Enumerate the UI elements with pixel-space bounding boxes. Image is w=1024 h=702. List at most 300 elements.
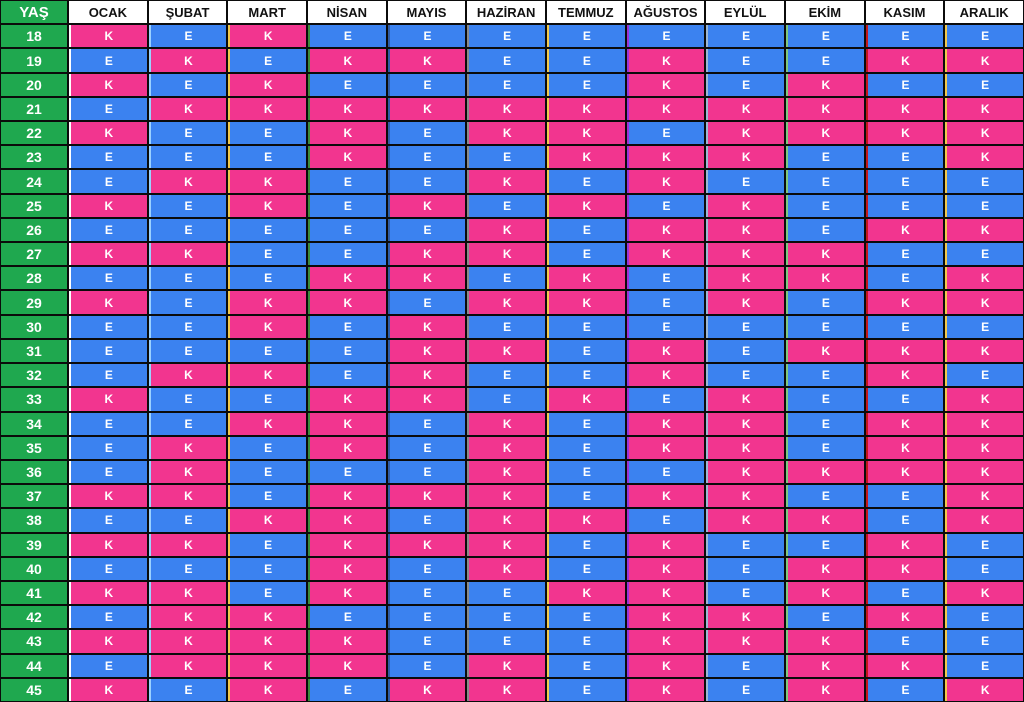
gender-cell: K [308, 485, 386, 507]
gender-cell: E [866, 509, 944, 531]
gender-cell: E [308, 195, 386, 217]
gender-cell: K [627, 558, 705, 580]
gender-cell: K [388, 388, 466, 410]
gender-cell: E [706, 340, 784, 362]
gender-cell: K [228, 679, 306, 701]
gender-cell: K [627, 534, 705, 556]
age-cell: 44 [1, 655, 67, 677]
gender-cell: K [69, 25, 147, 47]
gender-cell: E [627, 122, 705, 144]
gender-cell: E [706, 582, 784, 604]
gender-cell: E [547, 534, 625, 556]
gender-cell: K [388, 243, 466, 265]
gender-cell: K [547, 388, 625, 410]
gender-cell: E [547, 630, 625, 652]
gender-cell: E [228, 558, 306, 580]
gender-cell: K [866, 340, 944, 362]
gender-cell: K [866, 98, 944, 120]
gender-cell: K [467, 219, 545, 241]
gender-cell: E [228, 146, 306, 168]
gender-cell: K [69, 630, 147, 652]
gender-cell: K [866, 219, 944, 241]
gender-cell: K [388, 49, 466, 71]
gender-cell: E [547, 606, 625, 628]
gender-cell: E [69, 655, 147, 677]
gender-cell: E [945, 364, 1023, 386]
gender-cell: K [69, 534, 147, 556]
gender-cell: K [467, 98, 545, 120]
age-cell: 20 [1, 74, 67, 96]
gender-cell: E [547, 316, 625, 338]
gender-cell: K [388, 364, 466, 386]
gender-cell: E [706, 558, 784, 580]
gender-cell: E [149, 558, 227, 580]
gender-cell: E [308, 170, 386, 192]
gender-cell: E [786, 25, 864, 47]
month-header: HAZİRAN [467, 1, 545, 23]
gender-cell: K [388, 316, 466, 338]
gender-cell: E [945, 170, 1023, 192]
gender-cell: K [547, 267, 625, 289]
age-cell: 27 [1, 243, 67, 265]
month-header: EYLÜL [706, 1, 784, 23]
gender-cell: E [69, 364, 147, 386]
gender-cell: K [627, 582, 705, 604]
gender-cell: K [945, 509, 1023, 531]
gender-cell: E [547, 49, 625, 71]
gender-cell: E [786, 219, 864, 241]
age-cell: 22 [1, 122, 67, 144]
gender-cell: K [627, 243, 705, 265]
gender-cell: E [69, 98, 147, 120]
gender-cell: K [467, 413, 545, 435]
age-cell: 31 [1, 340, 67, 362]
age-cell: 21 [1, 98, 67, 120]
gender-cell: K [467, 461, 545, 483]
gender-cell: K [467, 558, 545, 580]
gender-cell: K [547, 509, 625, 531]
gender-cell: K [866, 534, 944, 556]
month-header: ŞUBAT [149, 1, 227, 23]
gender-cell: E [467, 267, 545, 289]
gender-cell: K [627, 49, 705, 71]
gender-cell: K [786, 74, 864, 96]
gender-cell: K [308, 413, 386, 435]
age-cell: 35 [1, 437, 67, 459]
gender-cell: K [945, 122, 1023, 144]
gender-cell: E [467, 582, 545, 604]
gender-cell: K [627, 630, 705, 652]
gender-cell: K [388, 98, 466, 120]
gender-cell: E [149, 122, 227, 144]
gender-cell: E [228, 243, 306, 265]
gender-cell: E [149, 195, 227, 217]
age-cell: 41 [1, 582, 67, 604]
gender-cell: E [786, 437, 864, 459]
gender-cell: E [945, 243, 1023, 265]
gender-cell: E [388, 437, 466, 459]
gender-cell: K [706, 267, 784, 289]
gender-cell: E [786, 195, 864, 217]
gender-cell: E [627, 316, 705, 338]
gender-cell: K [786, 267, 864, 289]
gender-cell: K [388, 340, 466, 362]
month-header: KASIM [866, 1, 944, 23]
gender-cell: E [945, 655, 1023, 677]
month-header: MART [228, 1, 306, 23]
gender-cell: K [149, 534, 227, 556]
age-cell: 19 [1, 49, 67, 71]
gender-cell: K [467, 243, 545, 265]
gender-cell: E [786, 413, 864, 435]
gender-cell: K [467, 340, 545, 362]
gender-cell: E [866, 582, 944, 604]
gender-cell: K [228, 291, 306, 313]
gender-cell: E [866, 25, 944, 47]
gender-cell: K [786, 340, 864, 362]
gender-cell: E [786, 170, 864, 192]
gender-cell: E [945, 558, 1023, 580]
gender-cell: K [706, 413, 784, 435]
month-header: MAYIS [388, 1, 466, 23]
month-header: OCAK [69, 1, 147, 23]
gender-cell: K [866, 437, 944, 459]
gender-cell: K [228, 195, 306, 217]
gender-cell: E [866, 74, 944, 96]
gender-cell: E [547, 243, 625, 265]
gender-cell: E [69, 461, 147, 483]
gender-cell: E [388, 606, 466, 628]
gender-cell: K [69, 122, 147, 144]
gender-cell: E [69, 267, 147, 289]
gender-cell: K [69, 243, 147, 265]
gender-cell: K [467, 291, 545, 313]
gender-cell: E [706, 364, 784, 386]
gender-cell: K [308, 582, 386, 604]
gender-cell: K [706, 243, 784, 265]
gender-cell: K [706, 195, 784, 217]
gender-cell: K [547, 98, 625, 120]
gender-cell: E [149, 219, 227, 241]
gender-cell: E [388, 558, 466, 580]
gender-cell: E [467, 606, 545, 628]
gender-cell: K [627, 170, 705, 192]
gender-cell: K [547, 582, 625, 604]
age-cell: 26 [1, 219, 67, 241]
gender-cell: E [149, 413, 227, 435]
gender-cell: K [228, 25, 306, 47]
gender-cell: E [786, 388, 864, 410]
gender-cell: K [945, 98, 1023, 120]
gender-cell: E [547, 655, 625, 677]
gender-cell: K [627, 340, 705, 362]
gender-cell: K [706, 98, 784, 120]
age-cell: 43 [1, 630, 67, 652]
gender-cell: E [786, 291, 864, 313]
gender-cell: E [866, 170, 944, 192]
gender-cell: E [706, 534, 784, 556]
gender-cell: E [467, 630, 545, 652]
gender-cell: E [388, 655, 466, 677]
gender-cell: E [706, 655, 784, 677]
gender-cell: E [547, 558, 625, 580]
gender-cell: K [308, 267, 386, 289]
gender-cell: K [69, 388, 147, 410]
gender-cell: E [467, 74, 545, 96]
gender-cell: K [308, 146, 386, 168]
gender-cell: K [945, 49, 1023, 71]
gender-cell: K [627, 364, 705, 386]
gender-cell: K [467, 122, 545, 144]
gender-cell: E [308, 219, 386, 241]
age-cell: 33 [1, 388, 67, 410]
gender-cell: E [388, 413, 466, 435]
gender-cell: E [547, 170, 625, 192]
gender-cell: K [308, 291, 386, 313]
gender-cell: K [388, 534, 466, 556]
gender-cell: K [308, 655, 386, 677]
gender-cell: K [866, 413, 944, 435]
gender-cell: E [547, 679, 625, 701]
gender-cell: K [866, 122, 944, 144]
gender-cell: K [547, 291, 625, 313]
gender-cell: K [308, 122, 386, 144]
month-header: AĞUSTOS [627, 1, 705, 23]
gender-cell: E [388, 509, 466, 531]
gender-cell: K [308, 437, 386, 459]
gender-cell: K [467, 534, 545, 556]
gender-cell: K [467, 655, 545, 677]
gender-cell: K [228, 630, 306, 652]
age-cell: 18 [1, 25, 67, 47]
gender-cell: E [627, 388, 705, 410]
gender-cell: K [308, 388, 386, 410]
gender-cell: K [69, 679, 147, 701]
gender-cell: K [228, 655, 306, 677]
gender-cell: K [706, 122, 784, 144]
gender-cell: E [228, 485, 306, 507]
gender-cell: E [149, 25, 227, 47]
gender-cell: E [786, 606, 864, 628]
gender-cell: E [149, 388, 227, 410]
age-cell: 32 [1, 364, 67, 386]
gender-cell: K [149, 485, 227, 507]
gender-cell: K [945, 291, 1023, 313]
gender-cell: E [786, 316, 864, 338]
gender-cell: K [866, 364, 944, 386]
gender-cell: E [228, 582, 306, 604]
gender-cell: K [149, 630, 227, 652]
gender-cell: K [149, 655, 227, 677]
gender-cell: E [706, 316, 784, 338]
gender-cell: K [786, 679, 864, 701]
gender-cell: K [786, 243, 864, 265]
month-header: TEMMUZ [547, 1, 625, 23]
gender-cell: K [228, 98, 306, 120]
gender-cell: K [308, 49, 386, 71]
gender-cell: E [706, 170, 784, 192]
gender-cell: K [866, 461, 944, 483]
gender-cell: E [149, 316, 227, 338]
gender-cell: E [228, 437, 306, 459]
month-header: NİSAN [308, 1, 386, 23]
gender-cell: K [69, 291, 147, 313]
gender-cell: E [786, 485, 864, 507]
gender-cell: K [945, 219, 1023, 241]
gender-cell: E [547, 413, 625, 435]
gender-cell: E [866, 485, 944, 507]
gender-cell: E [388, 219, 466, 241]
gender-cell: E [786, 534, 864, 556]
gender-cell: K [228, 606, 306, 628]
gender-cell: E [228, 49, 306, 71]
gender-cell: E [149, 267, 227, 289]
gender-cell: K [786, 509, 864, 531]
gender-cell: K [706, 461, 784, 483]
gender-cell: K [69, 195, 147, 217]
gender-cell: K [149, 49, 227, 71]
gender-cell: E [388, 461, 466, 483]
gender-cell: E [945, 195, 1023, 217]
gender-cell: K [706, 219, 784, 241]
gender-cell: K [69, 582, 147, 604]
age-cell: 28 [1, 267, 67, 289]
gender-cell: E [706, 25, 784, 47]
gender-cell: E [308, 74, 386, 96]
gender-cell: E [627, 267, 705, 289]
gender-cell: K [467, 679, 545, 701]
gender-cell: E [627, 291, 705, 313]
gender-cell: E [308, 25, 386, 47]
gender-cell: E [69, 146, 147, 168]
gender-cell: E [547, 219, 625, 241]
gender-cell: E [69, 340, 147, 362]
gender-cell: E [69, 49, 147, 71]
gender-cell: E [388, 146, 466, 168]
gender-cell: K [228, 74, 306, 96]
gender-cell: E [69, 219, 147, 241]
gender-cell: K [149, 98, 227, 120]
gender-cell: E [228, 122, 306, 144]
gender-cell: K [866, 558, 944, 580]
gender-cell: E [945, 630, 1023, 652]
gender-cell: K [786, 461, 864, 483]
gender-cell: E [69, 509, 147, 531]
age-cell: 45 [1, 679, 67, 701]
gender-cell: E [627, 461, 705, 483]
gender-cell: E [945, 606, 1023, 628]
gender-cell: E [627, 509, 705, 531]
gender-cell: E [308, 679, 386, 701]
gender-cell: E [308, 606, 386, 628]
gender-cell: K [706, 291, 784, 313]
gender-cell: E [467, 364, 545, 386]
gender-cell: E [467, 25, 545, 47]
gender-cell: E [308, 316, 386, 338]
gender-cell: E [308, 461, 386, 483]
gender-cell: E [866, 195, 944, 217]
gender-cell: E [228, 461, 306, 483]
gender-cell: K [149, 364, 227, 386]
gender-cell: K [786, 122, 864, 144]
gender-cell: K [706, 606, 784, 628]
gender-cell: K [866, 606, 944, 628]
gender-cell: E [945, 534, 1023, 556]
gender-cell: E [467, 195, 545, 217]
gender-cell: E [866, 243, 944, 265]
gender-cell: K [308, 558, 386, 580]
age-cell: 40 [1, 558, 67, 580]
gender-cell: K [706, 509, 784, 531]
gender-cell: K [547, 122, 625, 144]
gender-cell: K [69, 485, 147, 507]
gender-cell: K [149, 437, 227, 459]
gender-cell: E [308, 364, 386, 386]
gender-cell: E [786, 146, 864, 168]
gender-cell: E [388, 582, 466, 604]
gender-cell: E [228, 388, 306, 410]
gender-cell: E [308, 243, 386, 265]
gender-cell: E [69, 413, 147, 435]
gender-cell: K [627, 485, 705, 507]
gender-cell: E [945, 25, 1023, 47]
age-cell: 24 [1, 170, 67, 192]
gender-cell: K [627, 413, 705, 435]
gender-cell: E [228, 219, 306, 241]
gender-cell: K [467, 170, 545, 192]
gender-cell: K [627, 437, 705, 459]
gender-cell: K [866, 655, 944, 677]
gender-cell: E [547, 485, 625, 507]
age-cell: 30 [1, 316, 67, 338]
month-header: EKİM [786, 1, 864, 23]
gender-cell: E [69, 558, 147, 580]
gender-cell: K [945, 340, 1023, 362]
gender-cell: E [706, 74, 784, 96]
gender-cell: E [308, 340, 386, 362]
gender-cell: E [388, 291, 466, 313]
gender-cell: E [786, 364, 864, 386]
gender-cell: E [149, 679, 227, 701]
gender-cell: K [547, 146, 625, 168]
gender-cell: K [945, 679, 1023, 701]
age-cell: 34 [1, 413, 67, 435]
gender-cell: K [706, 630, 784, 652]
gender-cell: E [69, 316, 147, 338]
gender-cell: K [149, 606, 227, 628]
gender-cell: K [945, 413, 1023, 435]
gender-cell: K [945, 485, 1023, 507]
age-cell: 42 [1, 606, 67, 628]
gender-cell: K [866, 49, 944, 71]
gender-cell: E [69, 606, 147, 628]
gender-cell: K [467, 437, 545, 459]
gender-cell: E [228, 340, 306, 362]
age-cell: 39 [1, 534, 67, 556]
gender-cell: K [627, 679, 705, 701]
age-cell: 37 [1, 485, 67, 507]
gender-cell: E [149, 291, 227, 313]
gender-cell: E [388, 630, 466, 652]
gender-cell: K [149, 170, 227, 192]
gender-cell: E [866, 388, 944, 410]
gender-cell: E [945, 316, 1023, 338]
gender-cell: K [467, 485, 545, 507]
gender-cell: K [786, 655, 864, 677]
gender-cell: K [706, 437, 784, 459]
age-cell: 23 [1, 146, 67, 168]
gender-cell: K [945, 582, 1023, 604]
